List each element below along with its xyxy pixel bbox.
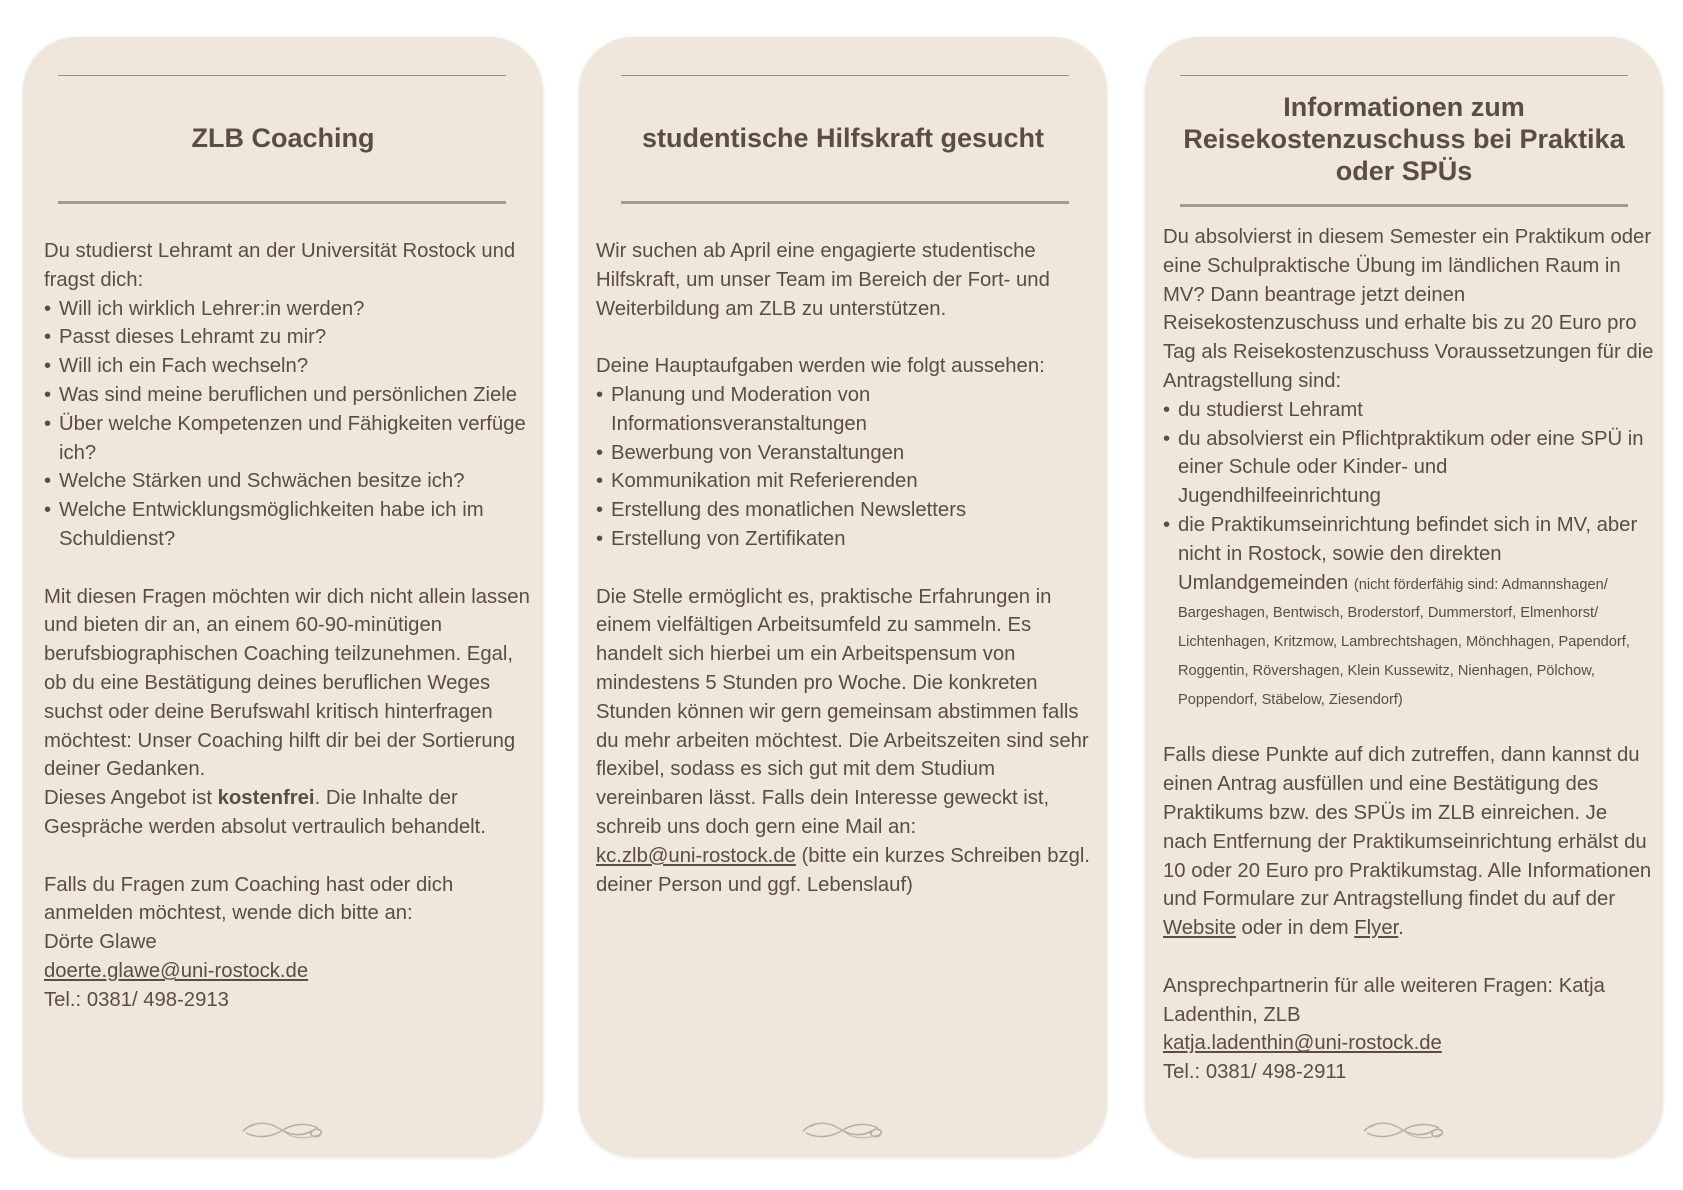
requirement-location: die Praktikumseinrichtung befindet sich in MV, aber nicht in Rostock, sowie den direkten Umlandgemeinden <box>1178 513 1638 594</box>
contact-email-link[interactable]: kc.zlb@uni-rostock.de <box>596 844 796 867</box>
list-item: • Will ich wirklich Lehrer:in werden? <box>44 295 534 324</box>
list-item: • Planung und Moderation von Informationsveranstaltungen <box>596 381 1096 439</box>
offer-post: . Die Inhalte der Gespräche werden absolut vertraulich behandelt. <box>44 787 486 838</box>
contact-email-link[interactable]: doerte.glawe@uni-rostock.de <box>44 959 309 982</box>
top-divider <box>1180 75 1628 76</box>
title-divider <box>58 201 506 204</box>
flourish-ornament-icon <box>798 1115 888 1145</box>
top-divider <box>58 75 506 76</box>
list-item: • Will ich ein Fach wechseln? <box>44 352 534 381</box>
tasks-intro: Deine Hauptaufgaben werden wie folgt aussehen: <box>596 355 1045 378</box>
intro-text: Du absolvierst in diesem Semester ein Praktikum oder eine Schulpraktische Übung im ländlichen Raum in MV? Dann beantrage jetzt deinen Reisekostenzuschuss und erhalte bis zu 20 Euro pro Tag als Reisekostenzuschuss Voraussetzungen für die Antragstellung sind: <box>1163 226 1654 392</box>
application-text: Falls diese Punkte auf dich zutreffen, dann kannst du einen Antrag ausfüllen und eine Bestätigung des Praktikums bzw. des SPÜs im ZLB einreichen. Je nach Entfernung der Praktikumseinrichtung erhälst du 10 oder 20 Euro pro Praktikumstag. Alle Informationen und Formulare zur Antragstellung findet du auf der <box>1163 744 1652 911</box>
card-title: Informationen zum Reisekostenzuschuss bei Praktika oder SPÜs <box>1183 92 1625 186</box>
contact-name: Dörte Glawe <box>44 931 157 954</box>
card-student-assistant <box>579 37 1107 1157</box>
contact-phone: Tel.: 0381/ 498-2911 <box>1163 1061 1347 1084</box>
application-text-end: . <box>1398 917 1404 940</box>
task-list <box>596 381 1096 554</box>
list-item: • Erstellung des monatlichen Newsletters <box>596 496 1096 525</box>
contact-email-link[interactable]: katja.ladenthin@uni-rostock.de <box>1163 1032 1442 1055</box>
title-divider <box>1180 204 1628 207</box>
top-divider <box>621 75 1069 76</box>
list-item: • Passt dieses Lehramt zu mir? <box>44 323 534 352</box>
email-note: (bitte ein kurzes Schreiben bzgl. deiner Person und ggf. Lebenslauf) <box>596 844 1091 896</box>
question-list <box>44 295 534 554</box>
card-body <box>44 237 534 1015</box>
offer-text <box>44 784 534 842</box>
title-divider <box>621 201 1069 204</box>
card-title: ZLB Coaching <box>191 123 375 153</box>
flyer-link[interactable]: Flyer <box>1354 917 1399 940</box>
card-body <box>596 237 1096 899</box>
contact-person: Ansprechpartnerin für alle weiteren Fragen: Katja Ladenthin, ZLB <box>1163 974 1605 1026</box>
list-item: • Was sind meine beruflichen und persönlichen Ziele <box>44 381 534 410</box>
list-item: • Welche Entwicklungsmöglichkeiten habe ich im Schuldienst? <box>44 496 534 554</box>
list-item: • Bewerbung von Veranstaltungen <box>596 439 1096 468</box>
card-body <box>1163 223 1655 1087</box>
offer-pre: Dieses Angebot ist <box>44 787 218 810</box>
contact-intro: Falls du Fragen zum Coaching hast oder dich anmelden möchtest, wende dich bitte an: <box>44 873 454 925</box>
list-item: • Welche Stärken und Schwächen besitze ich? <box>44 467 534 496</box>
application-info <box>1163 741 1655 943</box>
excluded-municipalities-note: (nicht förderfähig sind: Admannshagen/ Bargeshagen, Bentwisch, Broderstorf, Dummerstorf, Elmenhorst/ Lichtenhagen, Kritzmow, Lambrechtshagen, Mönchhagen, Papendorf, Roggentin, Rövershagen, Klein Kussewitz, Nienhagen, Pölchow, Poppendorf, Stäbelow, Ziesendorf) <box>1178 576 1630 708</box>
list-item: • du studierst Lehramt <box>1163 396 1655 425</box>
card-zlb-coaching <box>23 37 543 1157</box>
list-item: • Kommunikation mit Referierenden <box>596 467 1096 496</box>
flourish-ornament-icon <box>1359 1115 1449 1145</box>
requirement-list <box>1163 396 1655 713</box>
application-text-mid: oder in dem <box>1235 917 1355 940</box>
website-link[interactable]: Website <box>1163 917 1236 940</box>
email-line <box>596 842 1096 900</box>
list-item: • du absolvierst ein Pflichtpraktikum oder eine SPÜ in einer Schule oder Kinder- und Jugendhilfeeinrichtung <box>1163 425 1655 511</box>
flourish-ornament-icon <box>238 1115 328 1145</box>
intro-text: Wir suchen ab April eine engagierte studentische Hilfskraft, um unser Team im Bereich der Fort- und Weiterbildung am ZLB zu unterstützen. <box>596 240 1050 320</box>
contact-phone: Tel.: 0381/ 498-2913 <box>44 988 229 1011</box>
list-item: • Über welche Kompetenzen und Fähigkeiten verfüge ich? <box>44 410 534 468</box>
card-travel-allowance <box>1145 37 1663 1157</box>
list-item <box>1163 511 1655 713</box>
coaching-description: Mit diesen Fragen möchten wir dich nicht allein lassen und bieten dir an, an einem 60-90-minütigen berufsbiographischen Coaching teilzunehmen. Egal, ob du eine Bestätigung deines beruflichen Weges suchst oder deine Berufswahl kritisch hinterfragen möchtest: Unser Coaching hilft dir bei der Sortierung deiner Gedanken. <box>44 585 530 781</box>
intro-text: Du studierst Lehramt an der Universität Rostock und fragst dich: <box>44 240 516 291</box>
list-item: • Erstellung von Zertifikaten <box>596 525 1096 554</box>
card-title: studentische Hilfskraft gesucht <box>641 123 1045 153</box>
job-description: Die Stelle ermöglicht es, praktische Erfahrungen in einem vielfältigen Arbeitsumfeld zu sammeln. Es handelt sich hierbei um ein Arbeitspensum von mindestens 5 Stunden pro Woche. Die konkreten Stunden können wir gern gemeinsam abstimmen falls du mehr arbeiten möchtest. Die Arbeitszeiten sind sehr flexibel, sodass es sich gut mit dem Studium vereinbaren lässt. Falls dein Interesse geweckt ist, schreib uns doch gern eine Mail an: <box>596 585 1089 838</box>
offer-bold: kostenfrei <box>217 787 315 810</box>
